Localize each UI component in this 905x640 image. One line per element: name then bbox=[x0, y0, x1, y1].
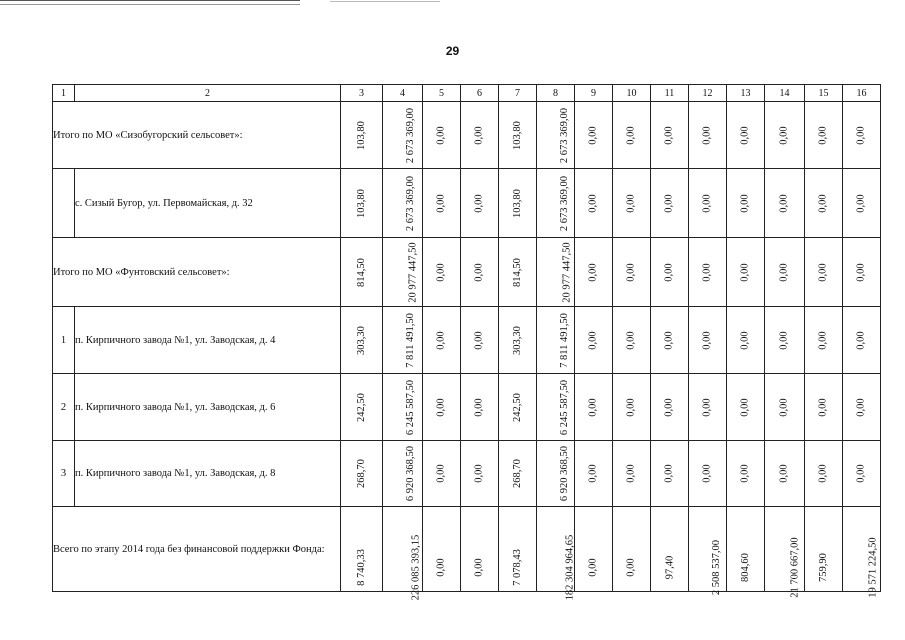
table-row bbox=[53, 441, 881, 507]
column-header: 6 bbox=[461, 85, 499, 102]
value-text: 0,00 bbox=[702, 193, 713, 213]
column-header: 10 bbox=[613, 85, 651, 102]
value-text: 0,00 bbox=[664, 125, 675, 145]
value-cell bbox=[341, 238, 383, 307]
value-text: 0,00 bbox=[818, 464, 829, 483]
value-cell bbox=[461, 102, 499, 169]
value-text: 0,00 bbox=[474, 125, 485, 145]
value-text: 2 673 369,00 bbox=[405, 175, 417, 231]
value-cell bbox=[383, 102, 423, 169]
row-index-cell: 1 bbox=[53, 307, 75, 374]
value-cell bbox=[843, 102, 881, 169]
total-row bbox=[53, 507, 881, 592]
value-text: 19 571 224,50 bbox=[867, 536, 879, 598]
row-index-cell: 2 bbox=[53, 374, 75, 441]
value-cell bbox=[575, 507, 613, 592]
value-cell bbox=[805, 507, 843, 592]
column-header: 9 bbox=[575, 85, 613, 102]
value-cell bbox=[727, 307, 765, 374]
column-header: 16 bbox=[843, 85, 881, 102]
value-text: 0,00 bbox=[740, 397, 751, 417]
value-text: 2 673 369,00 bbox=[559, 107, 571, 163]
value-text: 814,50 bbox=[512, 257, 523, 287]
value-cell bbox=[689, 238, 727, 307]
value-text: 0,00 bbox=[664, 193, 675, 213]
column-header: 7 bbox=[499, 85, 537, 102]
value-text: 0,00 bbox=[626, 262, 637, 282]
value-text: 0,00 bbox=[818, 125, 829, 145]
value-text: 0,00 bbox=[779, 125, 790, 145]
value-text: 2 673 369,00 bbox=[559, 175, 571, 231]
value-text: 0,00 bbox=[626, 193, 637, 213]
value-cell bbox=[461, 441, 499, 507]
value-cell bbox=[689, 507, 727, 595]
value-text: 0,00 bbox=[702, 464, 713, 483]
value-cell bbox=[575, 102, 613, 169]
value-text: 0,00 bbox=[702, 262, 713, 282]
value-cell bbox=[383, 169, 423, 238]
value-text: 0,00 bbox=[740, 193, 751, 213]
value-cell bbox=[461, 238, 499, 307]
value-cell bbox=[805, 238, 843, 307]
value-text: 268,70 bbox=[512, 459, 523, 488]
value-text: 21 700 667,00 bbox=[789, 536, 801, 598]
value-text: 0,00 bbox=[702, 330, 713, 350]
value-cell bbox=[499, 238, 537, 307]
value-cell bbox=[843, 441, 881, 507]
value-cell bbox=[341, 374, 383, 441]
value-text: 759,90 bbox=[818, 552, 829, 582]
value-cell bbox=[499, 441, 537, 507]
value-text: 0,00 bbox=[436, 397, 447, 417]
value-text: 0,00 bbox=[436, 557, 447, 577]
value-text: 2 673 369,00 bbox=[405, 107, 417, 163]
row-index-cell: 3 bbox=[53, 441, 75, 507]
value-text: 20 977 447,50 bbox=[561, 241, 573, 303]
value-text: 2 508 537,00 bbox=[711, 539, 723, 595]
value-text: 0,00 bbox=[856, 125, 867, 145]
value-text: 0,00 bbox=[626, 464, 637, 483]
value-text: 0,00 bbox=[856, 193, 867, 213]
value-text: 0,00 bbox=[664, 262, 675, 282]
value-cell bbox=[843, 238, 881, 307]
value-cell bbox=[383, 374, 423, 441]
value-cell bbox=[537, 374, 575, 441]
value-cell bbox=[461, 307, 499, 374]
value-text: 6 920 368,50 bbox=[559, 445, 571, 502]
value-cell bbox=[423, 441, 461, 507]
value-cell bbox=[537, 307, 575, 374]
value-cell bbox=[651, 374, 689, 441]
column-header: 3 bbox=[341, 85, 383, 102]
value-text: 303,30 bbox=[512, 325, 523, 355]
subtotal-row bbox=[53, 238, 881, 307]
value-cell bbox=[765, 238, 805, 307]
subtotal-label-cell: Итого по МО «Сизобугорский сельсовет»: bbox=[53, 102, 341, 169]
value-text: 0,00 bbox=[588, 262, 599, 282]
value-cell bbox=[423, 307, 461, 374]
value-cell bbox=[843, 307, 881, 374]
value-cell bbox=[765, 102, 805, 169]
value-text: 268,70 bbox=[356, 459, 367, 488]
value-cell bbox=[499, 507, 537, 592]
total-label-cell: Всего по этапу 2014 года без финансовой поддержки Фонда: bbox=[53, 507, 341, 592]
page-top-rule bbox=[0, 4, 300, 5]
value-text: 0,00 bbox=[588, 193, 599, 213]
value-text: 0,00 bbox=[664, 464, 675, 483]
column-header: 5 bbox=[423, 85, 461, 102]
value-cell bbox=[613, 238, 651, 307]
value-cell bbox=[537, 102, 575, 169]
value-cell bbox=[727, 441, 765, 507]
value-cell bbox=[499, 307, 537, 374]
value-text: 0,00 bbox=[779, 262, 790, 282]
value-text: 0,00 bbox=[474, 330, 485, 350]
value-cell bbox=[575, 441, 613, 507]
value-cell bbox=[765, 507, 805, 598]
value-cell bbox=[805, 441, 843, 507]
value-cell bbox=[651, 169, 689, 238]
value-cell bbox=[537, 441, 575, 507]
value-cell bbox=[461, 507, 499, 592]
value-text: 0,00 bbox=[856, 330, 867, 350]
value-cell bbox=[575, 238, 613, 307]
address-cell: с. Сизый Бугор, ул. Первомайская, д. 32 bbox=[75, 169, 341, 238]
value-text: 0,00 bbox=[779, 397, 790, 417]
value-cell bbox=[383, 307, 423, 374]
value-text: 7 811 491,50 bbox=[558, 312, 570, 368]
value-text: 0,00 bbox=[740, 125, 751, 145]
value-cell bbox=[613, 102, 651, 169]
value-text: 0,00 bbox=[856, 464, 867, 483]
table-row bbox=[53, 169, 881, 238]
value-text: 242,50 bbox=[512, 392, 523, 422]
value-text: 226 085 393,15 bbox=[410, 534, 422, 600]
value-cell bbox=[727, 169, 765, 238]
report-table bbox=[52, 84, 881, 600]
value-cell bbox=[689, 374, 727, 441]
value-cell bbox=[613, 374, 651, 441]
value-cell bbox=[765, 169, 805, 238]
value-text: 0,00 bbox=[626, 557, 637, 577]
value-text: 0,00 bbox=[588, 330, 599, 350]
value-cell bbox=[341, 507, 383, 592]
value-cell bbox=[727, 238, 765, 307]
value-text: 0,00 bbox=[474, 397, 485, 417]
value-cell bbox=[765, 441, 805, 507]
value-cell bbox=[575, 307, 613, 374]
value-text: 0,00 bbox=[474, 193, 485, 213]
value-text: 97,40 bbox=[664, 555, 675, 579]
value-text: 8 740,33 bbox=[356, 548, 367, 586]
value-cell bbox=[765, 307, 805, 374]
value-cell bbox=[423, 238, 461, 307]
value-cell bbox=[341, 169, 383, 238]
value-cell bbox=[423, 374, 461, 441]
value-cell bbox=[383, 441, 423, 507]
value-cell bbox=[341, 441, 383, 507]
value-cell bbox=[575, 374, 613, 441]
value-cell bbox=[341, 307, 383, 374]
value-text: 303,30 bbox=[356, 325, 367, 355]
value-text: 0,00 bbox=[474, 262, 485, 282]
value-cell bbox=[727, 374, 765, 441]
value-text: 0,00 bbox=[856, 397, 867, 417]
column-header: 2 bbox=[75, 85, 341, 102]
value-cell bbox=[499, 169, 537, 238]
value-cell bbox=[341, 102, 383, 169]
value-cell bbox=[613, 169, 651, 238]
value-text: 0,00 bbox=[436, 125, 447, 145]
column-header: 14 bbox=[765, 85, 805, 102]
value-cell bbox=[651, 238, 689, 307]
address-cell: п. Кирпичного завода №1, ул. Заводская, д. 4 bbox=[75, 307, 341, 374]
value-text: 0,00 bbox=[626, 125, 637, 145]
value-text: 0,00 bbox=[436, 262, 447, 282]
value-text: 0,00 bbox=[474, 557, 485, 577]
value-text: 0,00 bbox=[588, 464, 599, 483]
value-text: 0,00 bbox=[818, 330, 829, 350]
page-number: 29 bbox=[445, 44, 460, 58]
value-text: 804,60 bbox=[740, 552, 751, 582]
subtotal-label-cell: Итого по МО «Фунтовский сельсовет»: bbox=[53, 238, 341, 307]
value-text: 103,80 bbox=[356, 188, 367, 218]
value-text: 0,00 bbox=[664, 330, 675, 350]
value-text: 103,80 bbox=[512, 188, 523, 218]
column-header: 12 bbox=[689, 85, 727, 102]
value-text: 0,00 bbox=[779, 193, 790, 213]
value-text: 0,00 bbox=[626, 397, 637, 417]
value-text: 0,00 bbox=[818, 262, 829, 282]
table-row bbox=[53, 374, 881, 441]
value-text: 0,00 bbox=[436, 330, 447, 350]
value-text: 814,50 bbox=[356, 257, 367, 287]
page-top-rule bbox=[330, 1, 440, 2]
value-text: 7 078,43 bbox=[512, 548, 523, 586]
row-index-cell bbox=[53, 169, 75, 238]
value-cell bbox=[689, 169, 727, 238]
value-cell bbox=[423, 507, 461, 592]
value-text: 0,00 bbox=[740, 464, 751, 483]
value-cell bbox=[843, 507, 881, 598]
value-cell bbox=[805, 169, 843, 238]
value-cell bbox=[613, 507, 651, 592]
table-row bbox=[53, 307, 881, 374]
column-number-header-row bbox=[53, 85, 881, 102]
value-cell bbox=[575, 169, 613, 238]
value-cell bbox=[499, 102, 537, 169]
value-cell bbox=[805, 307, 843, 374]
value-text: 242,50 bbox=[356, 392, 367, 422]
column-header: 4 bbox=[383, 85, 423, 102]
column-header: 15 bbox=[805, 85, 843, 102]
value-cell bbox=[461, 169, 499, 238]
value-cell bbox=[727, 507, 765, 592]
value-cell bbox=[843, 169, 881, 238]
value-text: 0,00 bbox=[702, 125, 713, 145]
value-cell bbox=[537, 507, 576, 600]
value-text: 0,00 bbox=[664, 397, 675, 417]
value-text: 20 977 447,50 bbox=[407, 241, 419, 303]
value-cell bbox=[689, 102, 727, 169]
value-cell bbox=[689, 441, 727, 507]
value-cell bbox=[727, 102, 765, 169]
value-text: 0,00 bbox=[856, 262, 867, 282]
value-cell bbox=[499, 374, 537, 441]
value-text: 0,00 bbox=[702, 397, 713, 417]
value-text: 0,00 bbox=[818, 193, 829, 213]
value-cell bbox=[651, 507, 689, 592]
value-text: 0,00 bbox=[588, 557, 599, 577]
value-cell bbox=[805, 374, 843, 441]
value-cell bbox=[461, 374, 499, 441]
value-cell bbox=[423, 102, 461, 169]
value-cell bbox=[651, 441, 689, 507]
value-text: 0,00 bbox=[626, 330, 637, 350]
column-header: 11 bbox=[651, 85, 689, 102]
value-cell bbox=[423, 169, 461, 238]
value-text: 0,00 bbox=[588, 397, 599, 417]
subtotal-row bbox=[53, 102, 881, 169]
column-header: 8 bbox=[537, 85, 575, 102]
value-text: 0,00 bbox=[474, 464, 485, 483]
value-cell bbox=[537, 238, 575, 307]
value-cell bbox=[843, 374, 881, 441]
value-cell bbox=[537, 169, 575, 238]
value-text: 6 245 587,50 bbox=[559, 379, 571, 435]
value-text: 0,00 bbox=[779, 464, 790, 483]
column-header: 1 bbox=[53, 85, 75, 102]
value-text: 0,00 bbox=[740, 330, 751, 350]
value-cell bbox=[765, 374, 805, 441]
value-cell bbox=[613, 441, 651, 507]
value-cell bbox=[383, 507, 423, 600]
value-text: 0,00 bbox=[436, 464, 447, 483]
value-text: 182 304 964,65 bbox=[564, 534, 576, 600]
address-cell: п. Кирпичного завода №1, ул. Заводская, д. 8 bbox=[75, 441, 341, 507]
value-text: 0,00 bbox=[588, 125, 599, 145]
value-text: 7 811 491,50 bbox=[404, 312, 416, 368]
column-header: 13 bbox=[727, 85, 765, 102]
value-cell bbox=[689, 307, 727, 374]
value-text: 0,00 bbox=[818, 397, 829, 417]
value-text: 6 920 368,50 bbox=[405, 445, 417, 502]
address-cell: п. Кирпичного завода №1, ул. Заводская, д. 6 bbox=[75, 374, 341, 441]
value-text: 0,00 bbox=[740, 262, 751, 282]
value-cell bbox=[651, 307, 689, 374]
value-cell bbox=[805, 102, 843, 169]
value-text: 103,80 bbox=[356, 120, 367, 150]
value-text: 103,80 bbox=[512, 120, 523, 150]
page-top-rule bbox=[0, 0, 300, 1]
value-cell bbox=[651, 102, 689, 169]
value-cell bbox=[383, 238, 423, 307]
value-text: 0,00 bbox=[779, 330, 790, 350]
value-text: 0,00 bbox=[436, 193, 447, 213]
value-text: 6 245 587,50 bbox=[405, 379, 417, 435]
value-cell bbox=[613, 307, 651, 374]
